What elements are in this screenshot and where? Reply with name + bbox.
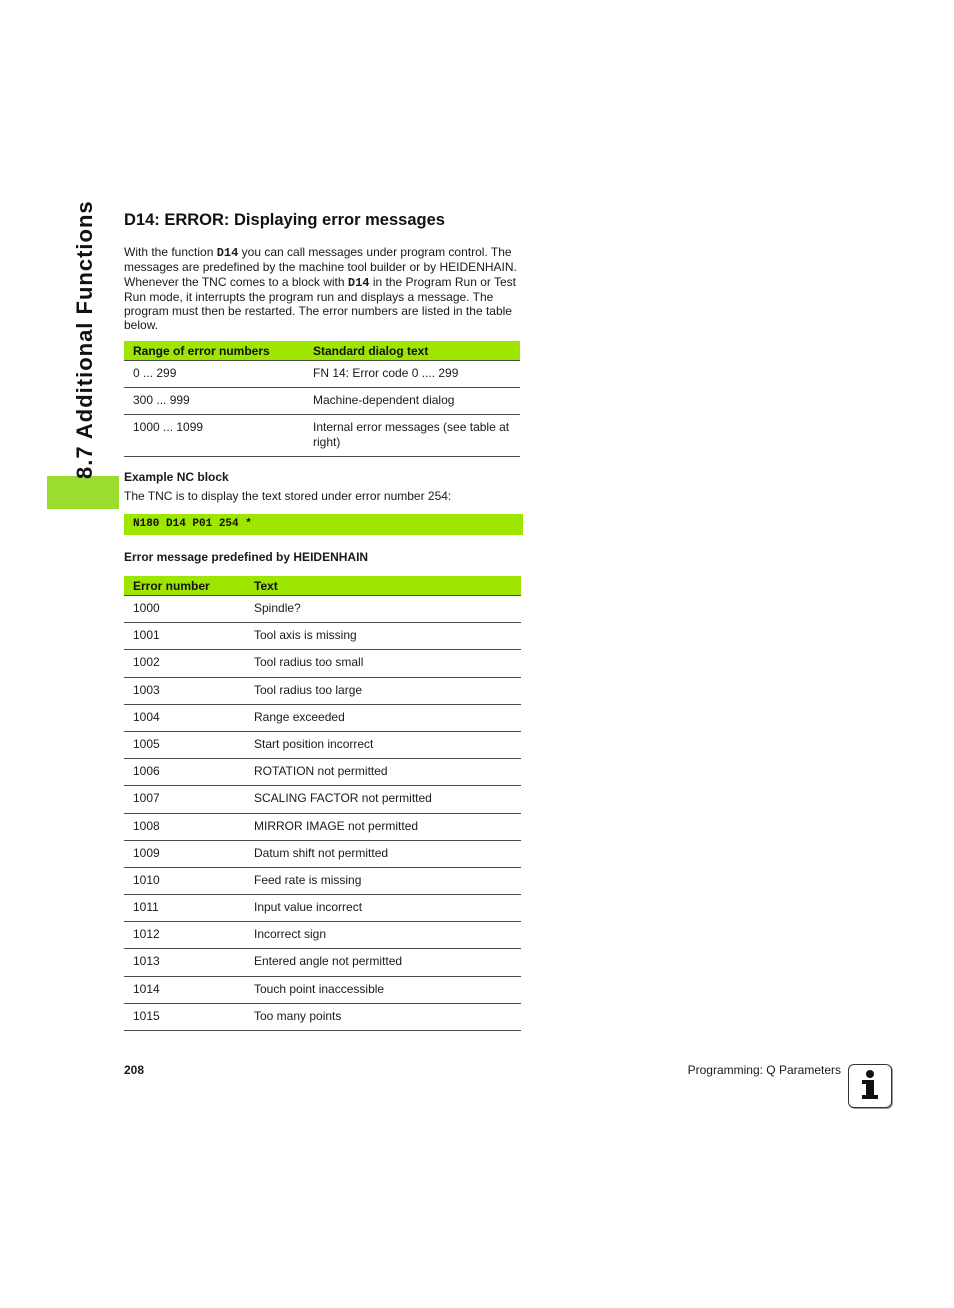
error-text-cell: Range exceeded: [245, 704, 521, 731]
table-row: [124, 623, 521, 650]
table-row: [124, 596, 521, 623]
dialog-cell: Machine-dependent dialog: [304, 388, 520, 415]
table-row: [124, 731, 521, 758]
error-text-cell: Spindle?: [245, 596, 521, 623]
range-cell: 0 ... 299: [124, 361, 304, 388]
error-text-cell: Tool axis is missing: [245, 623, 521, 650]
error-number-cell: 1006: [124, 759, 245, 786]
error-number-cell: 1014: [124, 976, 245, 1003]
side-tab-marker: [47, 476, 119, 509]
range-table: [124, 341, 520, 457]
error-number-cell: 1011: [124, 895, 245, 922]
info-icon: [848, 1064, 892, 1108]
intro-paragraph: [124, 245, 524, 333]
info-glyph-icon: [849, 1065, 890, 1106]
table-row: [124, 1003, 521, 1030]
error-header-cell: Text: [245, 576, 521, 596]
error-number-cell: 1015: [124, 1003, 245, 1030]
table-row: [124, 361, 520, 388]
error-text-cell: Incorrect sign: [245, 922, 521, 949]
table-row: [124, 650, 521, 677]
error-number-cell: 1004: [124, 704, 245, 731]
error-text-cell: Input value incorrect: [245, 895, 521, 922]
error-text-cell: Tool radius too small: [245, 650, 521, 677]
intro-text-2: you can call messages under program control. The messages are predefined by the machine tool builder or by HEIDENHAIN. Whenever the TNC comes to a block with: [124, 245, 517, 289]
error-number-cell: 1002: [124, 650, 245, 677]
table-row: [124, 949, 521, 976]
table-row: [124, 922, 521, 949]
intro-code-2: D14: [347, 275, 370, 290]
error-number-cell: 1012: [124, 922, 245, 949]
error-header-cell: Error number: [124, 576, 245, 596]
table-row: [124, 976, 521, 1003]
table-row: [124, 786, 521, 813]
error-text-cell: Datum shift not permitted: [245, 840, 521, 867]
error-number-cell: 1008: [124, 813, 245, 840]
error-text-cell: MIRROR IMAGE not permitted: [245, 813, 521, 840]
range-header-cell: Standard dialog text: [304, 341, 520, 361]
intro-code-1: D14: [216, 246, 239, 260]
error-number-cell: 1010: [124, 867, 245, 894]
section-title: D14: ERROR: Displaying error messages: [124, 211, 445, 229]
error-text-cell: ROTATION not permitted: [245, 759, 521, 786]
intro-text-3: in the Program Run or Test Run mode, it interrupts the program run and displays a message. The program must then be restarted. The error numbers are listed in the table below.: [124, 274, 516, 333]
error-number-cell: 1000: [124, 596, 245, 623]
error-number-cell: 1009: [124, 840, 245, 867]
range-cell: 300 ... 999: [124, 388, 304, 415]
table-row: [124, 895, 521, 922]
error-text-cell: SCALING FACTOR not permitted: [245, 786, 521, 813]
dialog-cell: Internal error messages (see table at right): [304, 415, 520, 457]
page-number: 208: [124, 1063, 145, 1077]
error-table-heading: Error message predefined by HEIDENHAIN: [124, 550, 369, 564]
error-text-cell: Entered angle not permitted: [245, 949, 521, 976]
table-row: [124, 388, 520, 415]
error-number-cell: 1007: [124, 786, 245, 813]
range-cell: 1000 ... 1099: [124, 415, 304, 457]
error-text-cell: Touch point inaccessible: [245, 976, 521, 1003]
error-number-cell: 1013: [124, 949, 245, 976]
error-number-cell: 1003: [124, 677, 245, 704]
dialog-cell: FN 14: Error code 0 .... 299: [304, 361, 520, 388]
range-header-cell: Range of error numbers: [124, 341, 304, 361]
table-row: [124, 813, 521, 840]
example-heading: Example NC block: [124, 470, 229, 484]
error-text-cell: Start position incorrect: [245, 731, 521, 758]
error-text-cell: Too many points: [245, 1003, 521, 1030]
table-row: [124, 704, 521, 731]
error-table: [124, 576, 521, 1031]
table-row: [124, 677, 521, 704]
table-row: [124, 759, 521, 786]
error-text-cell: Tool radius too large: [245, 677, 521, 704]
table-row: [124, 867, 521, 894]
error-number-cell: 1005: [124, 731, 245, 758]
error-number-cell: 1001: [124, 623, 245, 650]
range-table-header: [124, 341, 520, 361]
nc-code-block: N180 D14 P01 254 *: [124, 514, 523, 535]
error-table-header: [124, 576, 521, 596]
chapter-side-title: 8.7 Additional Functions: [72, 200, 97, 479]
error-text-cell: Feed rate is missing: [245, 867, 521, 894]
table-row: [124, 415, 520, 457]
example-text: The TNC is to display the text stored under error number 254:: [124, 489, 452, 503]
intro-text-1: With the function: [124, 245, 217, 259]
footer-chapter: Programming: Q Parameters: [687, 1063, 841, 1077]
table-row: [124, 840, 521, 867]
